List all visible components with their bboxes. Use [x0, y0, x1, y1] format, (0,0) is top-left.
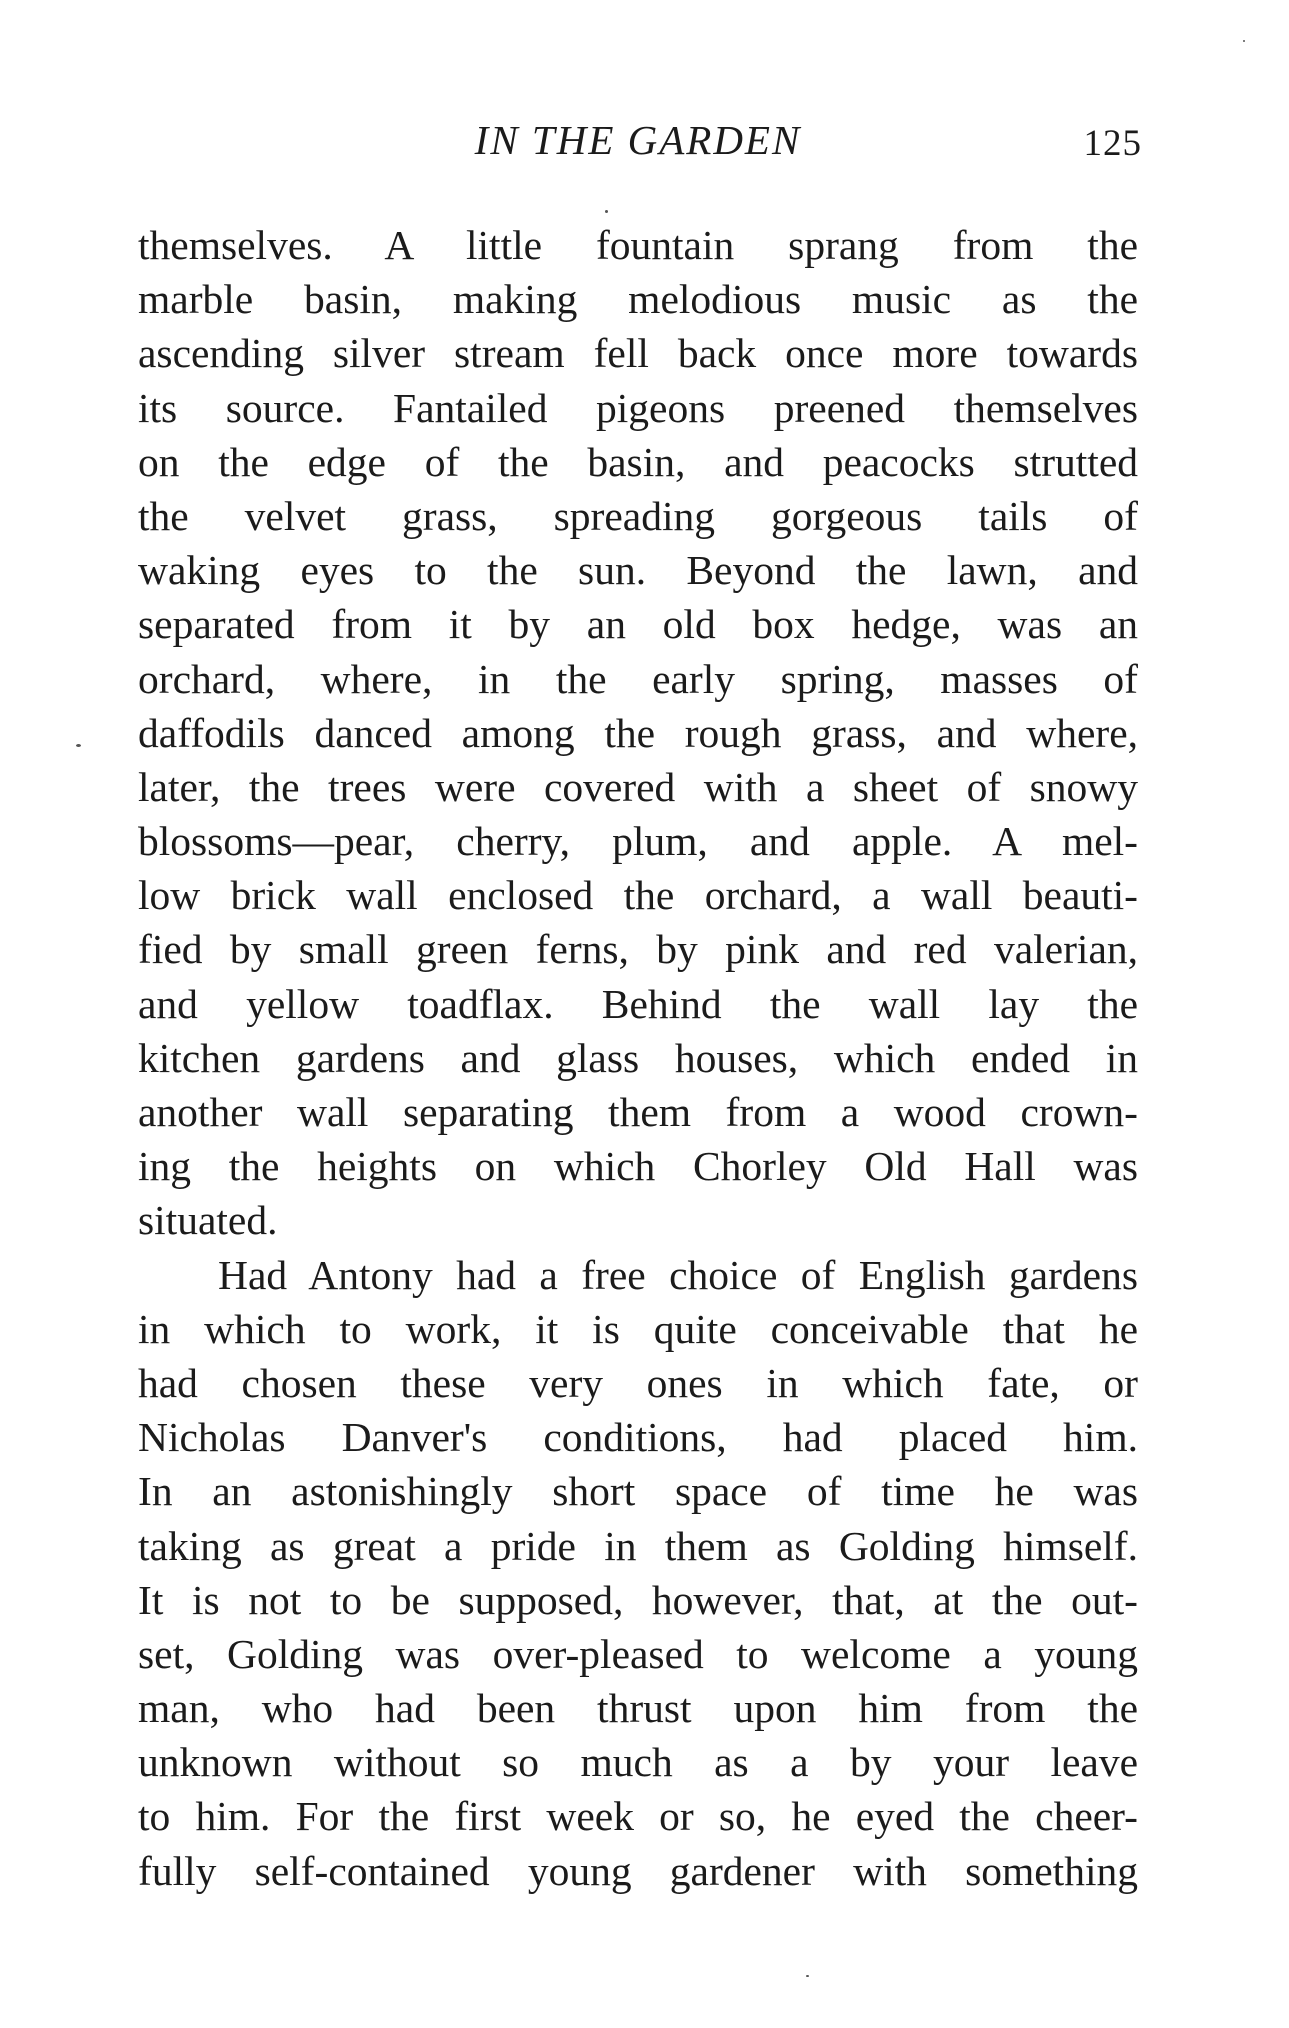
text-line: man, who had been thrust upon him from the: [138, 1685, 1138, 1732]
text-line: another wall separating them from a wood crown-: [138, 1089, 1138, 1135]
running-head: [138, 110, 1142, 170]
text-line: Nicholas Danver's conditions, had placed him.: [138, 1414, 1138, 1461]
paragraph-1: [138, 218, 1138, 1248]
text-line: separated from it by an old box hedge, was an: [138, 601, 1138, 648]
text-line: waking eyes to the sun. Beyond the lawn, and: [138, 547, 1138, 594]
text-line: In an astonishingly short space of time he was: [138, 1468, 1138, 1515]
text-line: set, Golding was over-pleased to welcome a young: [138, 1630, 1138, 1677]
text-line: marble basin, making melodious music as the: [138, 276, 1138, 323]
text-line: blossoms—pear, cherry, plum, and apple. A mel-: [138, 818, 1138, 865]
speck-mark: [605, 210, 608, 213]
text-line: kitchen gardens and glass houses, which ended in: [138, 1034, 1138, 1081]
text-line: had chosen these very ones in which fate, or: [138, 1359, 1138, 1406]
text-line: and yellow toadflax. Behind the wall lay the: [138, 980, 1138, 1027]
text-line: taking as great a pride in them as Golding himself.: [138, 1522, 1138, 1569]
paragraph-2: [138, 1248, 1138, 1898]
text-line: themselves. A little fountain sprang from the: [138, 222, 1138, 268]
page-number: 125: [1083, 123, 1142, 164]
text-line: ing the heights on which Chorley Old Hall was: [138, 1143, 1138, 1190]
text-line: unknown without so much as a by your leave: [138, 1739, 1138, 1786]
running-head-title: IN THE GARDEN: [474, 117, 802, 163]
speck-mark: [76, 744, 81, 747]
speck-mark: [806, 1975, 809, 1977]
text-line: It is not to be supposed, however, that, at the out-: [138, 1576, 1138, 1623]
text-line: its source. Fantailed pigeons preened themselves: [138, 384, 1138, 431]
text-line: to him. For the first week or so, he eyed the cheer-: [138, 1793, 1138, 1840]
text-line: in which to work, it is quite conceivable that he: [138, 1305, 1138, 1352]
text-line: ascending silver stream fell back once more towards: [138, 330, 1138, 377]
text-line: orchard, where, in the early spring, masses of: [138, 655, 1138, 702]
body-text: [138, 218, 1138, 1898]
text-line: fied by small green ferns, by pink and red valerian,: [138, 926, 1138, 973]
text-line: on the edge of the basin, and peacocks strutted: [138, 438, 1138, 485]
text-line: situated.: [138, 1197, 278, 1244]
text-line: later, the trees were covered with a sheet of snowy: [138, 763, 1138, 810]
speck-mark: [1243, 40, 1245, 42]
text-line: daffodils danced among the rough grass, and where,: [138, 709, 1138, 756]
text-line: the velvet grass, spreading gorgeous tails of: [138, 492, 1138, 539]
text-line: Had Antony had a free choice of English gardens: [218, 1251, 1138, 1298]
text-line: low brick wall enclosed the orchard, a wall beauti-: [138, 872, 1138, 919]
text-line: fully self-contained young gardener with something: [138, 1847, 1138, 1894]
